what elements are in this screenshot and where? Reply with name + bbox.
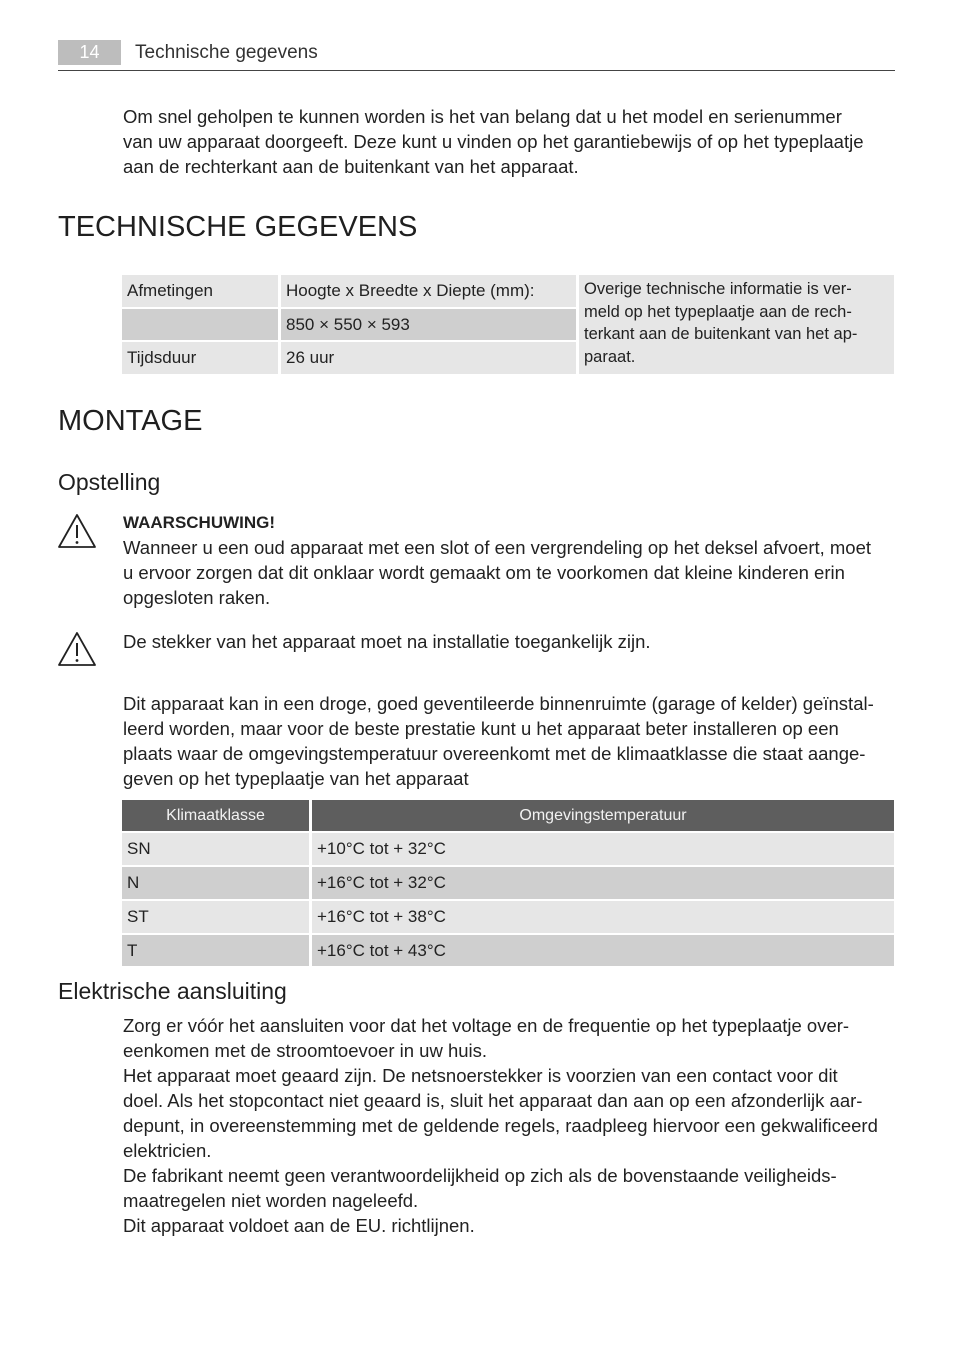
intro-line: aan de rechterkant aan de buitenkant van het apparaat.	[123, 156, 579, 177]
intro-paragraph	[123, 104, 864, 179]
warning-line: u ervoor zorgen dat dit onklaar wordt gemaakt om te voorkomen dat kleine kinderen erin	[123, 562, 845, 583]
elektrisch-line: Dit apparaat voldoet aan de EU. richtlijnen.	[123, 1215, 475, 1236]
table-cell-afmetingen: Afmetingen	[122, 275, 278, 307]
elektrisch-line: Het apparaat moet geaard zijn. De netsnoerstekker is voorzien van een contact voor dit	[123, 1065, 838, 1086]
warning-triangle-icon	[57, 513, 97, 554]
climate-table-cell-klasse: T	[122, 935, 309, 966]
warning-triangle-icon	[57, 631, 97, 672]
elektrisch-line: Zorg er vóór het aansluiten voor dat het voltage en de frequentie op het typeplaatje over-	[123, 1015, 850, 1036]
warning-title: WAARSCHUWING!	[123, 513, 276, 532]
opstelling-paragraph	[123, 691, 874, 791]
note-line: terkant aan de buitenkant van het ap-	[584, 325, 858, 343]
opstelling-heading: Opstelling	[58, 469, 161, 495]
climate-table-header-klasse: Klimaatklasse	[122, 800, 309, 831]
elektrisch-paragraph	[123, 1013, 878, 1238]
table-cell-empty	[122, 309, 278, 340]
climate-table-cell-klasse: SN	[122, 833, 309, 865]
elektrisch-line: De fabrikant neemt geen verantwoordelijkheid op zich als de bovenstaande veiligheids-	[123, 1165, 837, 1186]
climate-table-cell-temp: +16°C tot + 38°C	[312, 901, 894, 933]
table-cell-dimensions-value: 850 × 550 × 593	[281, 309, 576, 340]
technische-gegevens-heading: TECHNISCHE GEGEVENS	[58, 211, 418, 243]
note-line: meld op het typeplaatje aan de rech-	[584, 302, 852, 321]
climate-table-cell-klasse: ST	[122, 901, 309, 933]
running-header-title: Technische gegevens	[135, 42, 318, 63]
warning-line: opgesloten raken.	[123, 587, 271, 608]
table-cell-tijdsduur-value: 26 uur	[281, 342, 576, 374]
climate-table-cell-temp: +16°C tot + 32°C	[312, 867, 894, 899]
opstelling-line: leerd worden, maar voor de beste prestatie kunt u het apparaat beter installeren op een	[123, 718, 839, 739]
note-line: paraat.	[584, 347, 636, 366]
table-cell-note	[579, 275, 894, 374]
intro-line: Om snel geholpen te kunnen worden is het van belang dat u het model en serienummer	[123, 106, 842, 127]
opstelling-line: plaats waar de omgevingstemperatuur overeenkomt met de klimaatklasse die staat aange-	[123, 743, 866, 764]
elektrisch-line: elektricien.	[123, 1140, 212, 1161]
climate-table-header-temperatuur: Omgevingstemperatuur	[312, 800, 894, 831]
climate-table-cell-temp: +10°C tot + 32°C	[312, 833, 894, 865]
header-divider	[58, 70, 895, 71]
elektrisch-line: maatregelen niet worden nageleefd.	[123, 1190, 419, 1211]
climate-table-cell-klasse: N	[122, 867, 309, 899]
warning-block	[123, 510, 871, 610]
table-cell-dimensions-label: Hoogte x Breedte x Diepte (mm):	[281, 275, 576, 307]
warning-line: Wanneer u een oud apparaat met een slot of een vergrendeling op het deksel afvoert, moet	[123, 537, 872, 558]
montage-heading: MONTAGE	[58, 405, 203, 437]
opstelling-line: geven op het typeplaatje van het apparaat	[123, 768, 469, 789]
note-line: Overige technische informatie is ver-	[584, 280, 852, 298]
table-cell-tijdsduur: Tijdsduur	[122, 342, 278, 374]
intro-line: van uw apparaat doorgeeft. Deze kunt u vinden op het garantiebewijs of op het typeplaatje	[123, 131, 864, 152]
plug-access-note: De stekker van het apparaat moet na installatie toegankelijk zijn.	[123, 631, 651, 652]
opstelling-line: Dit apparaat kan in een droge, goed geventileerde binnenruimte (garage of kelder) geïnstal-	[123, 693, 874, 714]
elektrisch-line: doel. Als het stopcontact niet geaard is, sluit het apparaat dan aan op een afzonderlijk aar-	[123, 1090, 863, 1111]
elektrisch-line: eenkomen met de stroomtoevoer in uw huis.	[123, 1040, 488, 1061]
elektrische-aansluiting-heading: Elektrische aansluiting	[58, 978, 287, 1004]
climate-table-cell-temp: +16°C tot + 43°C	[312, 935, 894, 966]
elektrisch-line: depunt, in overeenstemming met de geldende regels, raadpleeg hiervoor een gekwalificeerd	[123, 1115, 878, 1136]
page-number: 14	[58, 40, 121, 65]
